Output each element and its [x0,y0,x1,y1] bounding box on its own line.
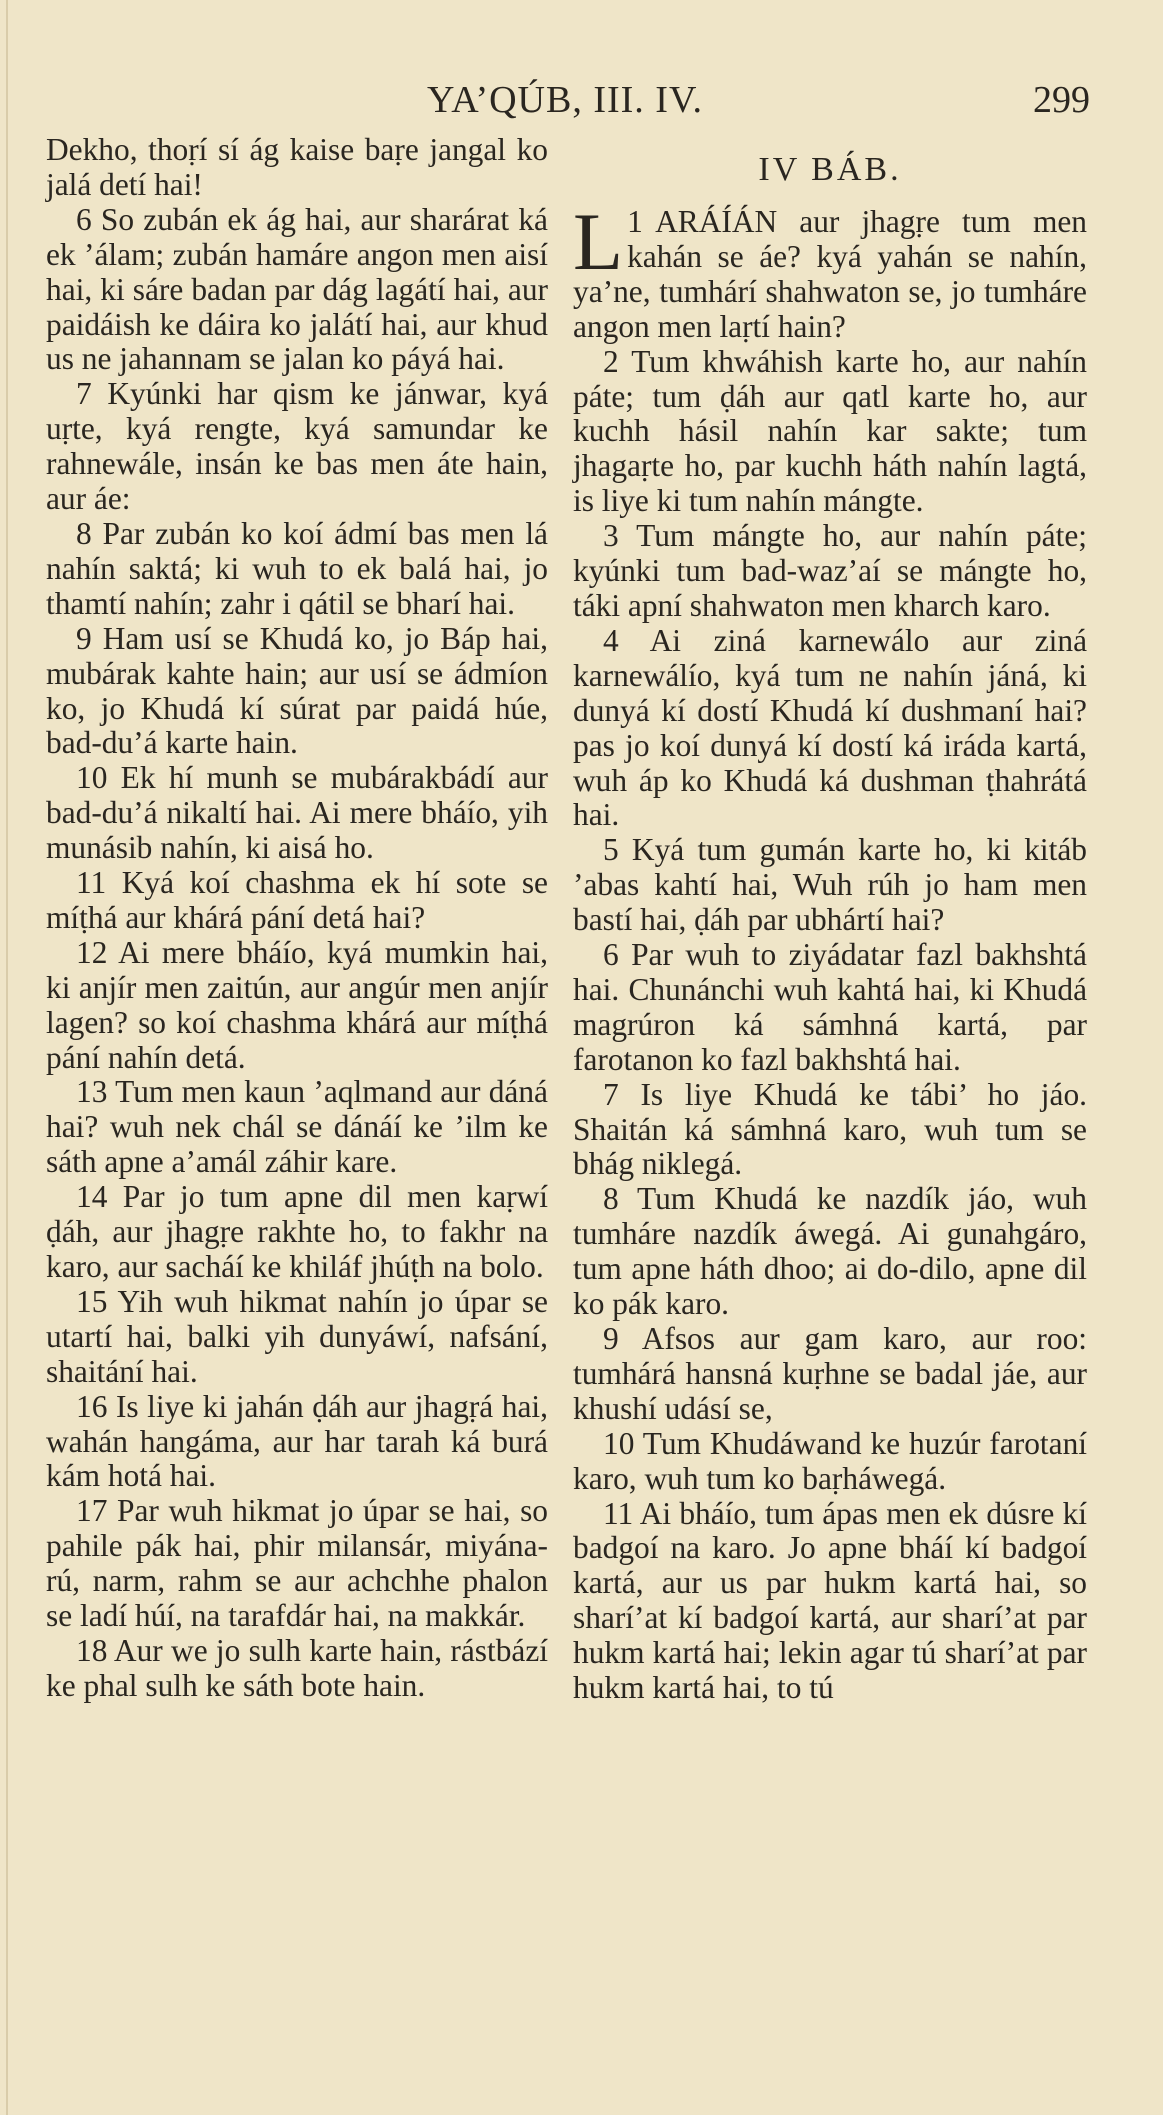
verse-paragraph: 17 Par wuh hikmat jo úpar se hai, so pahile pák hai, phir milansár, miyána-rú, narm, rahm se aur achchhe phalon se ladí húí, na tarafdár hai, na makkár. [46,1493,548,1634]
verse-paragraph: 12 Ai mere bháío, kyá mumkin hai, ki anjír men zaitún, aur angúr men anjír lagen? so koí chashma khárá aur míṭhá pání nahín detá. [46,934,548,1075]
right-column [573,133,1087,1706]
first-verse-number: 1 [627,204,643,239]
verse-paragraph: Dekho, thoṛí sí ág kaise baṛe jangal ko jalá detí hai! [46,132,548,202]
verse-paragraph: 8 Par zubán ko koí ádmí bas men lá nahín saktá; ki wuh to ek balá hai, jo thamtí nahín; zahr i qátil se bharí hai. [46,515,548,621]
chapter-heading: IV BÁB. [758,151,902,188]
verse-paragraph: 13 Tum men kaun ’aqlmand aur dáná hai? wuh nek chál se dánáí ke ’ilm ke sáth apne a’amál záhir kare. [46,1074,548,1180]
verse-paragraph: 6 So zubán ek ág hai, aur sharárat ká ek ’álam; zubán hamáre angon men aisí hai, ki sáre badan par dág lagátí hai, aur paidáish ke dáira ko jalátí hai, aur khud us ne jahannam se jalan ko páyá hai. [46,201,548,377]
verse-paragraph: 15 Yih wuh hikmat nahín jo úpar se utartí hai, balki yih dunyáwí, nafsání, shaitání hai. [46,1283,548,1389]
verse-paragraph: 14 Par jo tum apne dil men kaṛwí ḍáh, aur jhagṛe rakhte ho, to fakhr na karo, aur sacháí ke khiláf jhúṭh na bolo. [46,1179,548,1284]
verse-paragraph: 8 Tum Khudá ke nazdík jáo, wuh tumháre nazdík áwegá. Ai gunahgáro, tum apne háth dhoo; ai do-dilo, apne dil ko pák karo. [573,1181,1087,1322]
page-edge-rule [6,0,8,2115]
verse-paragraph: 10 Ek hí munh se mubárakbádí aur bad-du’á nikaltí hai. Ai mere bháío, yih munásib nahín, ki aisá ho. [46,760,548,866]
left-column [46,133,548,1704]
verse-paragraph: 10 Tum Khudáwand ke huzúr farotaní karo, wuh tum ko baṛháwegá. [573,1425,1087,1496]
verse-paragraph: 4 Ai ziná karnewálo aur ziná karnewálío, kyá tum ne nahín jáná, ki dunyá kí dostí Khudá kí dushmaní hai? pas jo koí dunyá kí dostí ká iráda kartá, wuh áp ko Khudá ká dushman ṭhahrátá hai. [573,622,1087,833]
verse-paragraph: 18 Aur we jo sulh karte hain, rástbází ke phal sulh ke sáth bote hain. [46,1632,548,1703]
verse-paragraph: 11 Kyá koí chashma ek hí sote se míṭhá aur khárá pání detá hai? [46,865,548,935]
verse-paragraph: 7 Kyúnki har qism ke jánwar, kyá uṛte, kyá rengte, kyá samundar ke rahnewále, insán ke bas men áte hain, aur áe: [46,376,548,517]
verse-paragraph: 9 Ham usí se Khudá ko, jo Báp hai, mubárak kahte hain; aur usí se ádmíon ko, jo Khudá kí súrat par paidá húe, bad-du’á karte hain. [46,620,548,761]
verse-paragraph: 2 Tum khwáhish karte ho, aur nahín páte; tum ḍáh aur qatl karte ho, aur kuchh hásil nahín kar sakte; tum jhagaṛte ho, par kuchh háth nahín lagtá, is liye ki tum nahín mángte. [573,343,1087,519]
verse-paragraph: 5 Kyá tum gumán karte ho, ki kitáb ’abas kahtí hai, Wuh rúh jo ham men bastí hai, ḍáh par ubhártí hai? [573,832,1087,938]
verse-paragraph: 6 Par wuh to ziyádatar fazl bakhshtá hai. Chunánchi wuh kahtá hai, ki Khudá magrúron ká sámhná kartá, par farotanon ko fazl bakhshtá hai. [573,937,1087,1077]
running-head: YA’QÚB, III. IV. [426,79,703,121]
verse-paragraph: 7 Is liye Khudá ke tábi’ ho jáo. Shaitán ká sámhná karo, wuh tum se bhág niklegá. [573,1076,1087,1182]
first-verse-text: ARÁÍÁN aur jhagṛe tum men kahán se áe? kyá yahán se nahín, ya’ne, tumhárí shahwaton se, jo tumháre angon men laṛtí hain? [573,204,1087,344]
first-verse-paragraph [573,196,1087,345]
verse-paragraph: 9 Afsos aur gam karo, aur roo: tumhárá hansná kuṛhne se badal jáe, aur khushí udásí se, [573,1321,1087,1426]
page-number: 299 [1033,79,1090,121]
drop-cap-letter: L [573,196,624,287]
page-header [40,78,1090,128]
verse-paragraph: 11 Ai bháío, tum ápas men ek dúsre kí badgoí na karo. Jo apne bháí kí badgoí kartá, aur us par hukm kartá hai, so sharí’at kí badgoí kartá, aur sharí’at par hukm kartá hai; lekin agar tú sharí’at par hukm kartá hai, to tú [573,1495,1087,1706]
verse-paragraph: 16 Is liye ki jahán ḍáh aur jhagṛá hai, wahán hangáma, aur har tarah ká burá kám hotá hai. [46,1388,548,1494]
verse-paragraph: 3 Tum mángte ho, aur nahín páte; kyúnki tum bad-waz’aí se mángte ho, táki apní shahwaton men kharch karo. [573,518,1087,623]
